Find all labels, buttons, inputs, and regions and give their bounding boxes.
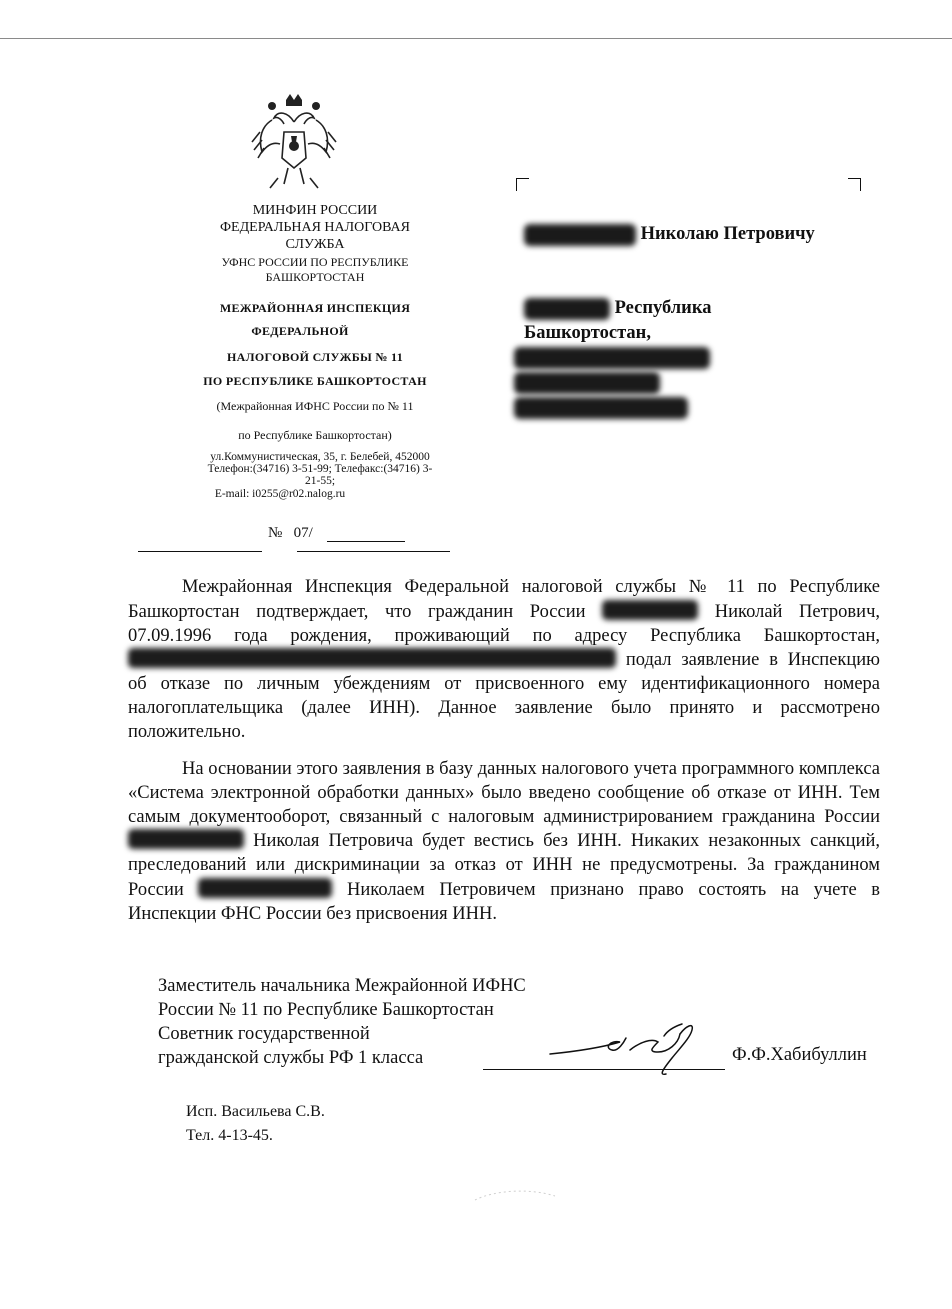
double-headed-eagle-emblem-icon (248, 92, 340, 192)
recipient-name: Николаю Петровичу (524, 222, 815, 246)
ufns-name-2: БАШКОРТОСТАН (265, 270, 365, 284)
service-name-1: ФЕДЕРАЛЬНАЯ НАЛОГОВАЯ (220, 220, 410, 235)
inspection-name-1: МЕЖРАЙОННАЯ ИНСПЕКЦИЯ (219, 301, 411, 315)
number-underline-long (297, 551, 450, 552)
ufns-name-1: УФНС РОССИИ ПО РЕСПУБЛИКЕ (221, 255, 409, 269)
signer-rank-1: Советник государственной (158, 1024, 370, 1044)
redacted-citizen-address (128, 648, 616, 668)
signer-name: Ф.Ф.Хабибуллин (732, 1045, 867, 1065)
redacted-postcode (524, 298, 610, 320)
inspection-short-1: (Межрайонная ИФНС России по № 11 (216, 399, 414, 413)
office-phone-cont: 21-55; (304, 475, 336, 487)
inspection-short-2: по Республике Башкортостан) (238, 428, 392, 442)
number-underline (327, 541, 405, 542)
recipient-address-2: Башкортостан, (524, 323, 651, 343)
redacted-village (514, 372, 660, 394)
faint-stamp-mark (470, 1180, 560, 1210)
redacted-street (514, 397, 688, 419)
handwritten-signature-icon (540, 1012, 720, 1082)
service-name-2: СЛУЖБА (285, 237, 345, 252)
redacted-district (514, 347, 710, 369)
signer-rank-2: гражданской службы РФ 1 класса (158, 1048, 424, 1068)
redacted-citizen-surname-2 (128, 829, 244, 849)
office-email: E-mail: i0255@r02.nalog.ru (214, 488, 346, 500)
executor-phone: Тел. 4-13-45. (186, 1127, 273, 1144)
address-window-corner-left (516, 178, 529, 191)
office-address: ул.Коммунистическая, 35, г. Белебей, 452000 (210, 451, 430, 463)
redacted-citizen-surname-3 (198, 878, 332, 898)
document-number: № 07/ (268, 525, 313, 541)
inspection-name-2: ФЕДЕРАЛЬНОЙ (251, 324, 349, 338)
signer-title-1: Заместитель начальника Межрайонной ИФНС (158, 976, 526, 996)
date-underline (138, 551, 262, 552)
address-window-corner-right (848, 178, 861, 191)
executor-name: Исп. Васильева С.В. (186, 1103, 325, 1120)
paragraph-2: На основании этого заявления в базу данных налогового учета программного комплекса «Система электронной обработки данных» было введено сообщение об отказе от ИНН. Тем самым документооборот, связанный с налоговым администрированием гражданина России Николая Петровича будет вестись без ИНН. Никаких незаконных санкций, преследований или дискриминации за отказ от ИНН не предусмотрены. За гражданином России Николаем Петровичем признано право состоять на учете в Инспекции ФНС России без присвоения ИНН. (128, 759, 881, 924)
redacted-citizen-surname (602, 600, 698, 620)
office-phone: Телефон:(34716) 3-51-99; Телефакс:(34716) 3- (207, 463, 433, 475)
signer-title-2: России № 11 по Республике Башкортостан (158, 1000, 494, 1020)
ministry-name: МИНФИН РОССИИ (252, 203, 378, 218)
paragraph-1: Межрайонная Инспекция Федеральной налоговой службы № 11 по Республике Башкортостан подтверждает, что гражданин России Николай Петрович, 07.09.1996 года рождения, проживающий по адресу Республика Башкортостан, подал заявление в Инспекцию об отказе по личным убеждениям от присвоенного ему идентификационного номера налогоплательщика (далее ИНН). Данное заявление было принято и рассмотрено положительно. (128, 577, 881, 742)
scan-edge-line (0, 38, 952, 39)
redacted-surname (524, 224, 636, 246)
recipient-address-1: Республика (524, 296, 711, 320)
inspection-name-3: НАЛОГОВОЙ СЛУЖБЫ № 11 (226, 350, 403, 364)
inspection-name-4: ПО РЕСПУБЛИКЕ БАШКОРТОСТАН (203, 374, 427, 388)
